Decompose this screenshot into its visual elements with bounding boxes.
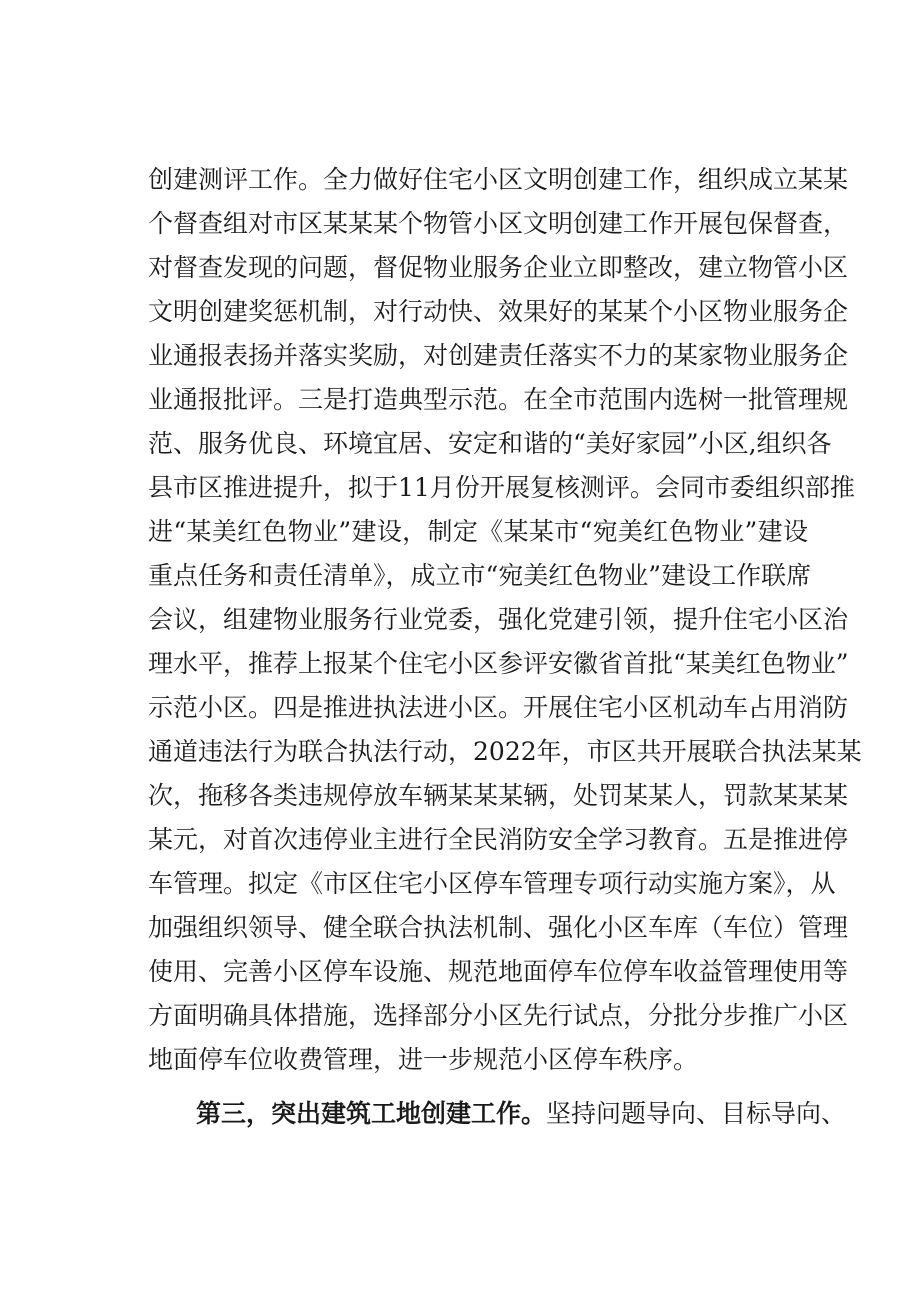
paragraph-line: 通道违法行为联合执法行动，2022年，市区共开展联合执法某某	[148, 737, 862, 766]
section-text: 坚持问题导向、目标导向、	[546, 1099, 847, 1128]
paragraph-line: 理水平，推荐上报某个住宅小区参评安徽省首批“某美红色物业”	[148, 649, 849, 678]
paragraph-line: 重点任务和责任清单》，成立市“宛美红色物业”建设工作联席	[148, 561, 812, 590]
section-heading-line	[148, 1092, 847, 1136]
paragraph-line: 个督查组对市区某某某个物管小区文明创建工作开展包保督查，	[148, 209, 849, 238]
paragraph-line-last: 地面停车位收费管理，进一步规范小区停车秩序。	[148, 1045, 699, 1074]
paragraph-line: 业通报批评。三是打造典型示范。在全市范围内选树一批管理规	[148, 385, 849, 414]
paragraph-line: 某元，对首次违停业主进行全民消防安全学习教育。五是推进停	[148, 825, 849, 854]
paragraph-line: 县市区推进提升，拟于11月份开展复核测评。会同市委组织部推	[148, 473, 855, 502]
paragraph-line: 创建测评工作。全力做好住宅小区文明创建工作，组织成立某某	[148, 165, 849, 194]
paragraph-line: 示范小区。四是推进执法进小区。开展住宅小区机动车占用消防	[148, 693, 849, 722]
paragraph-line: 业通报表扬并落实奖励，对创建责任落实不力的某家物业服务企	[148, 341, 849, 370]
paragraph-line: 使用、完善小区停车设施、规范地面停车位停车收益管理使用等	[148, 957, 849, 986]
paragraph-line: 车管理。拟定《市区住宅小区停车管理专项行动实施方案》，从	[148, 869, 836, 898]
paragraph-line: 进“某美红色物业”建设，制定《某某市“宛美红色物业”建设	[148, 517, 808, 546]
section-heading: 第三，突出建筑工地创建工作。	[196, 1099, 547, 1128]
paragraph-line: 加强组织领导、健全联合执法机制、强化小区车库（车位）管理	[148, 913, 849, 942]
paragraph-line: 次，拖移各类违规停放车辆某某某辆，处罚某某人，罚款某某某	[148, 781, 849, 810]
paragraph-line: 对督查发现的问题，督促物业服务企业立即整改，建立物管小区	[148, 253, 849, 282]
paragraph-line: 会议，组建物业服务行业党委，强化党建引领，提升住宅小区治	[148, 605, 849, 634]
paragraph-line: 方面明确具体措施，选择部分小区先行试点，分批分步推广小区	[148, 1001, 849, 1030]
paragraph-line: 范、服务优良、环境宜居、安定和谐的“美好家园”小区,组织各	[148, 429, 832, 458]
paragraph-line: 文明创建奖惩机制，对行动快、效果好的某某个小区物业服务企	[148, 297, 849, 326]
